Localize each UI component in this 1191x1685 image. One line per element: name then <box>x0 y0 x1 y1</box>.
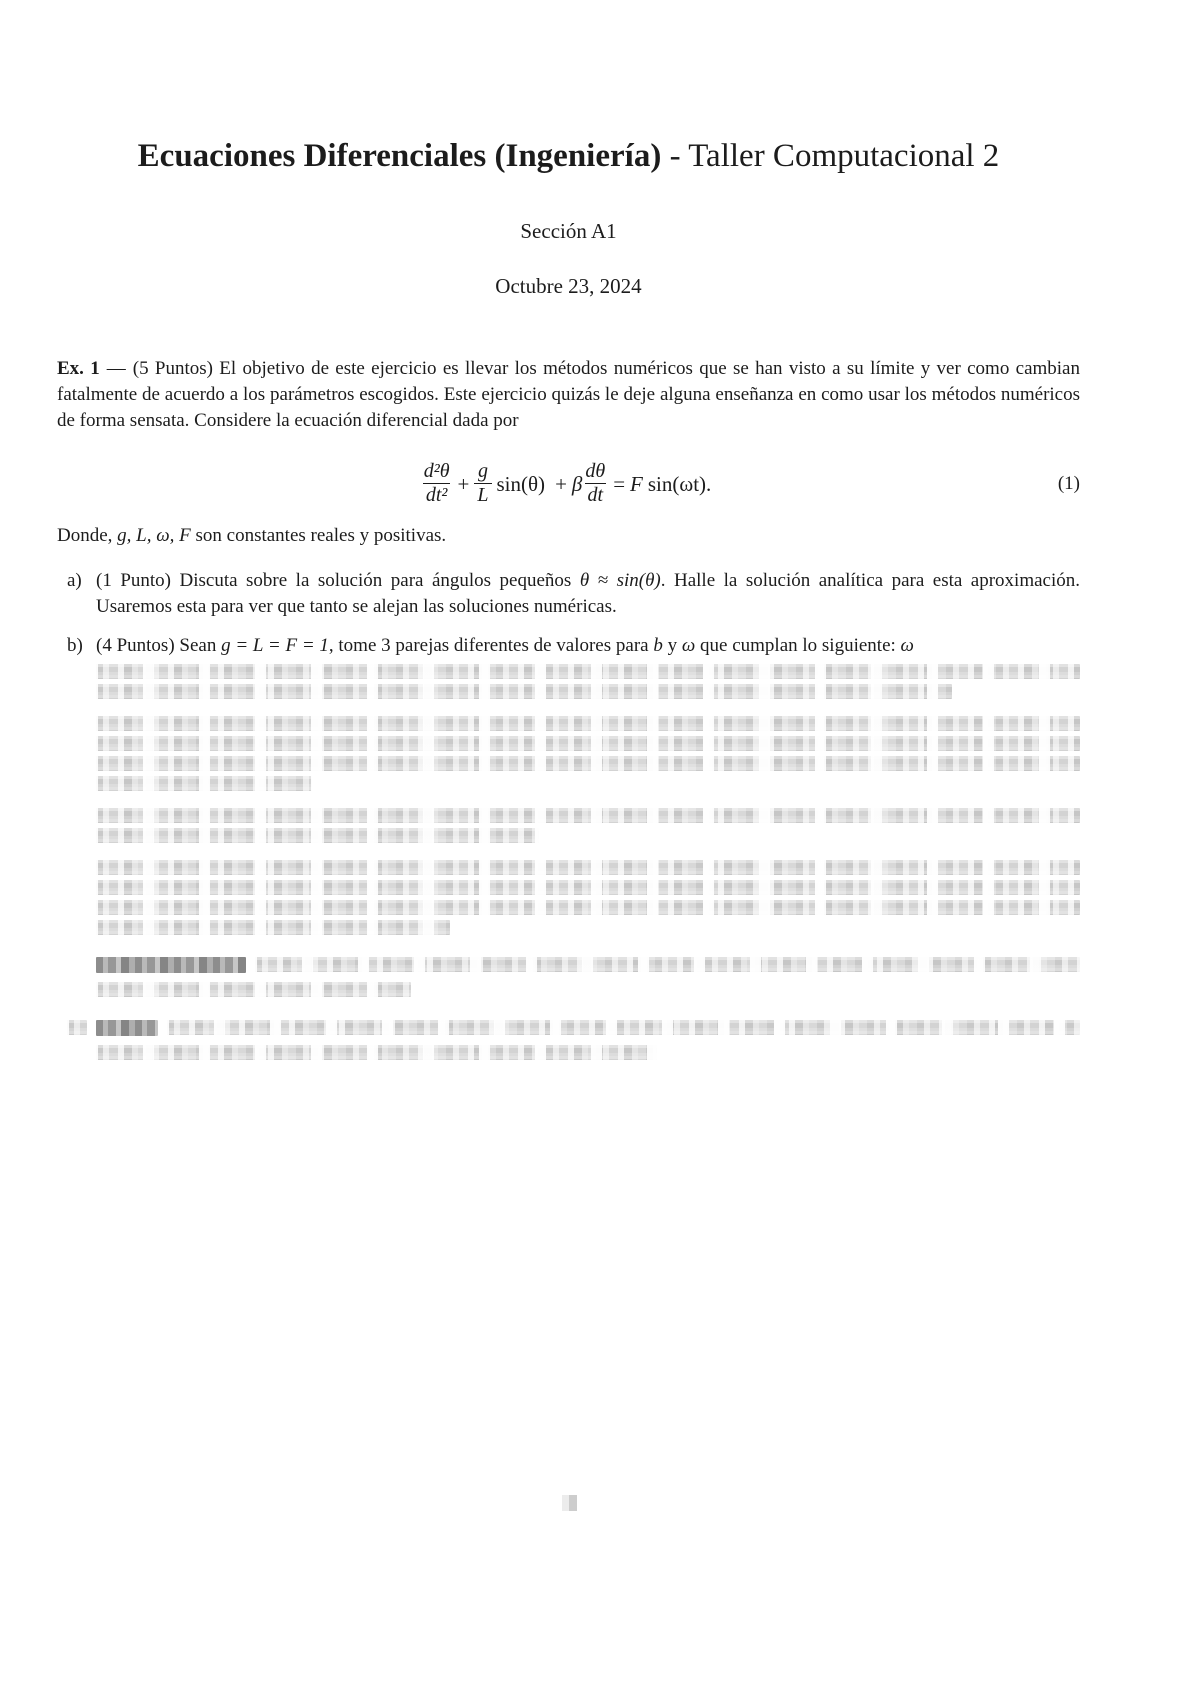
item-a-marker: a) <box>67 570 82 591</box>
redacted-bonus-first-line <box>96 1015 1080 1040</box>
redacted-line <box>96 716 1080 731</box>
item-b-redacted-paragraph-animation <box>96 808 1080 843</box>
equation-number: (1) <box>1057 473 1080 494</box>
redacted-line <box>96 982 411 997</box>
exercise-dash: — <box>106 358 126 379</box>
second-derivative-fraction: $\frac{\text{d²θ}}{\text{dt²}}$ <box>423 460 450 506</box>
pendulum-equation <box>421 461 717 506</box>
text-column <box>57 0 1080 1065</box>
redacted-line <box>96 828 539 843</box>
redacted-line <box>96 736 1080 751</box>
first-derivative-fraction: $\frac{d\theta}{dt}$ <box>585 460 606 506</box>
redacted-line <box>96 776 312 791</box>
exercise-intro-text: El objetivo de este ejercicio es llevar los métodos numéricos que se han visto a su límite y ver como cambian fatalmente de acuerdo a los parámetros escogidos. Este ejercicio quizás le deje alguna enseñanza en como usar los métodos numéricos de forma sensata. Considere la ecuación diferencial dada por <box>57 358 1080 431</box>
redacted-line <box>96 684 952 699</box>
item-b-redacted-paragraph-methods <box>96 716 1080 791</box>
plus-operator: + <box>457 472 470 496</box>
exercise-intro-paragraph <box>57 356 1080 434</box>
g-over-L-fraction: $\frac{g}{L}$ <box>474 461 491 506</box>
item-a-text: (1 Punto) Discuta sobre la solución para ángulos pequeños θ ≈ sin(θ). Halle la solución analítica para esta aproximación. Usaremos esta para ver que tanto se alejan las soluciones numéricas. <box>96 570 1081 617</box>
item-a <box>57 568 1080 620</box>
small-angle-approximation: θ ≈ sin(θ) <box>579 570 661 591</box>
item-b-text <box>96 633 1080 1002</box>
redacted-bold-prefix <box>96 1020 158 1036</box>
item-c-marker-redacted <box>57 1015 96 1065</box>
forcing-coefficient: F <box>630 472 643 496</box>
sin-omega-t-term: sin(ωt). <box>647 472 712 496</box>
constants-symbols: g, L, ω, F <box>117 525 191 546</box>
document-date: Octubre 23, 2024 <box>495 274 642 298</box>
page-number-redacted <box>562 1495 577 1511</box>
redacted-comment-first-line <box>96 952 1080 977</box>
beta-symbol: β <box>571 472 583 496</box>
title-bold-part: Ecuaciones Diferenciales (Ingeniería) <box>137 138 662 174</box>
redacted-line <box>96 900 1080 915</box>
sin-theta-term: sin(θ) <box>496 472 546 496</box>
item-b-redacted-paragraph-hint <box>96 860 1080 935</box>
constants-note: Donde, g, L, ω, F son constantes reales y positivas. <box>57 525 447 546</box>
redacted-line <box>96 808 1080 823</box>
item-b-lead-line: (4 Puntos) Sean g = L = F = 1, tome 3 parejas diferentes de valores para b y ω que cumplan lo siguiente: ω <box>96 635 914 656</box>
redacted-line <box>255 957 1080 972</box>
redacted-line <box>96 860 1080 875</box>
redacted-line <box>167 1020 1080 1035</box>
redacted-line <box>96 880 1080 895</box>
redacted-line <box>96 920 450 935</box>
exercise-points: (5 Puntos) <box>132 358 213 379</box>
redacted-line <box>96 664 1080 679</box>
item-b-redacted-intro <box>96 664 1080 699</box>
display-equation-row <box>57 453 1080 515</box>
plus-operator-2: + <box>555 472 567 496</box>
redacted-bold-prefix <box>96 957 246 973</box>
section-label: Sección A1 <box>520 219 617 243</box>
redacted-line <box>96 756 1080 771</box>
document-title <box>57 136 1080 176</box>
item-b-redacted-comment-paragraph <box>96 952 1080 997</box>
item-b-marker: b) <box>67 635 83 656</box>
title-regular-part: - Taller Computacional 2 <box>669 138 1000 174</box>
exercise-label: Ex. 1 <box>57 358 100 379</box>
item-c <box>57 1015 1080 1065</box>
redacted-line <box>96 1045 657 1060</box>
item-c-redacted-text <box>96 1015 1080 1065</box>
equals-sign: = <box>613 472 626 496</box>
item-b <box>57 633 1080 1002</box>
exercise-item-list <box>57 568 1080 1065</box>
